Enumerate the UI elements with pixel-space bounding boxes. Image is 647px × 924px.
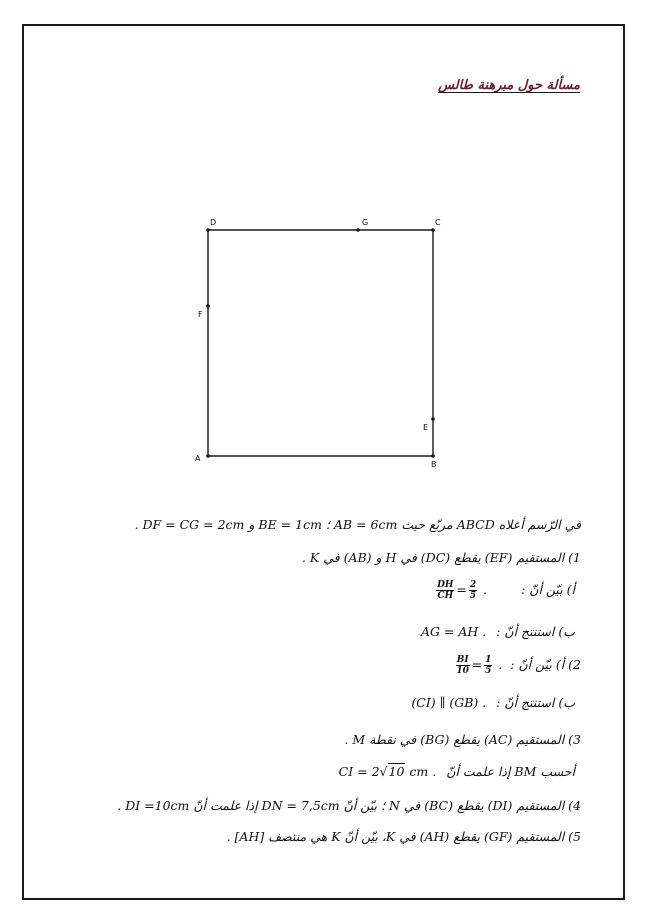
question-3: 3) المستقيم (AC) يقطع (BG) في نقطة M . — [344, 732, 581, 747]
question-3b-expr: CI = 2√10 cm . — [338, 764, 437, 779]
question-2b-label: ب) استنتج أنّ : — [496, 695, 575, 710]
fraction-dh-ch: $\frac{DH}{CH}$ — [437, 580, 454, 601]
question-1b — [421, 624, 575, 639]
question-1b-label: ب) استنتج أنّ : — [496, 624, 575, 639]
question-1: 1) المستقيم (EF) يقطع (DC) في H و (AB) في K . — [301, 550, 581, 565]
fraction-2-5: $\frac{2}{5}$ — [469, 580, 477, 601]
question-1a-expr: $\frac{DH}{CH}$ = $\frac{2}{5}$ . — [437, 580, 488, 601]
question-2b — [411, 695, 575, 710]
fraction-1-5: $\frac{1}{5}$ — [485, 655, 492, 676]
point-c — [431, 228, 435, 232]
point-b — [431, 454, 435, 458]
label-e: E — [423, 423, 429, 432]
question-2a-expr: $\frac{BI}{10}$ = $\frac{1}{5}$ . — [456, 655, 503, 676]
label-f: F — [198, 310, 203, 319]
question-4: 4) المستقيم (DI) يقطع (BC) في N ؛ بيّن أنّ DN = 7,5cm إذا علمت أنّ DI =10cm . — [117, 798, 581, 813]
question-2a — [454, 655, 581, 676]
question-2a-label: 2) أ) بيّن أنّ : — [510, 657, 581, 672]
fraction-bi-10: $\frac{BI}{10}$ — [456, 655, 469, 676]
question-2b-expr: (CI) ∥ (GB) . — [411, 695, 487, 710]
page-title: مسألة حول مبرهنة طالس — [438, 78, 580, 93]
question-1a — [434, 580, 575, 601]
question-1b-expr: AG = AH . — [420, 624, 487, 639]
label-c: C — [435, 218, 441, 227]
question-5: 5) المستقيم (GF) يقطع (AH) في K، بيّن أنّ K هي منتصف [AH] . — [226, 829, 581, 844]
question-3b — [339, 764, 575, 779]
label-b: B — [431, 460, 437, 469]
point-e — [431, 417, 435, 421]
label-g: G — [362, 218, 369, 227]
point-f — [206, 304, 210, 308]
point-a — [206, 454, 210, 458]
question-1a-label: أ) بيّن أنّ : — [521, 582, 575, 597]
point-d — [206, 228, 210, 232]
label-d: D — [210, 218, 217, 227]
point-g — [356, 228, 360, 232]
label-a: A — [195, 454, 201, 463]
problem-intro: في الرّسم أعلاه ABCD مربّع حيث AB = 6cm ؛ BE = 1cm و DF = CG = 2cm . — [134, 517, 581, 532]
question-3b-text: أحسب BM إذا علمت أنّ — [446, 764, 575, 779]
